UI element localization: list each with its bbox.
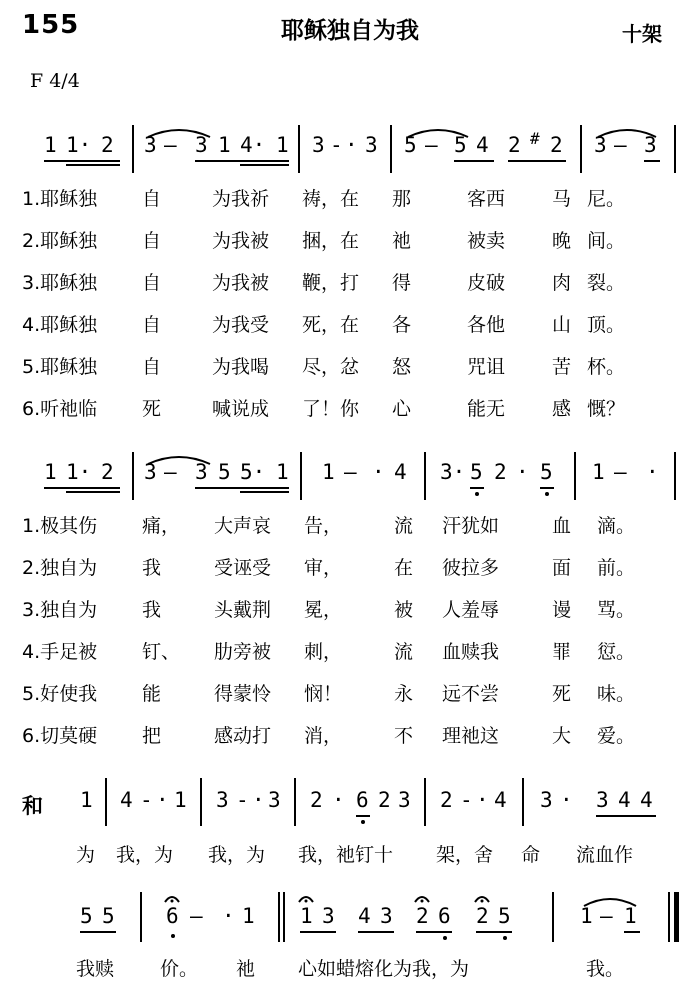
slur [596,127,658,139]
beam-underline [240,164,289,166]
note: 4 [394,460,407,484]
note: 3 [322,904,335,928]
lyric: 我，祂钉十 [298,844,394,866]
lyric: 6.听祂临 [22,398,98,420]
barline [552,892,554,942]
lyric: 愆。 [597,641,636,663]
note: 2 [101,460,114,484]
note: 3 [540,788,553,812]
lyric: 冕， [304,599,343,621]
note: 4 [494,788,507,812]
lyric: 那 [392,188,412,210]
lyric: 为我喝 [212,356,270,378]
lyric: 命 [521,844,541,866]
barline [140,892,142,942]
note: 2 [550,133,563,157]
barline [283,892,285,942]
note: - [140,788,153,812]
lyric: 3.独自为 [22,599,98,621]
lyric: 死，在 [302,314,360,336]
note: — [190,904,203,928]
beam-underline [356,815,370,817]
note: · [646,460,659,484]
barline [522,778,524,826]
lower-octave-dot [361,820,365,824]
lyric: 能 [142,683,162,705]
lyric: 罪 [552,641,572,663]
notation-row-1 [0,125,700,185]
note: 3 [144,133,157,157]
barline [132,125,134,173]
note: 3 [216,788,229,812]
beam-underline [300,931,336,933]
barline [424,778,426,826]
lyric: 自 [142,314,162,336]
beam-underline [195,160,289,162]
notation-row-2 [0,452,700,512]
note: — [614,460,627,484]
lyric: 悯！ [304,683,343,705]
lyric: 我赎 [76,958,115,980]
lyric: 把 [142,725,162,747]
lyric: 大 [552,725,572,747]
lyric: 刺， [304,641,343,663]
beam-underline [66,164,120,166]
barline [278,892,280,942]
note: - [330,133,343,157]
lyric: 感 [552,398,572,420]
lyric: 为 [76,844,96,866]
note: · [476,788,489,812]
lyric: 鞭，打 [302,272,360,294]
lyric: 尽，忿 [302,356,360,378]
note: 1 [580,904,593,928]
slur [146,454,212,466]
lyric: 我，为 [116,844,174,866]
note: 5 [404,133,417,157]
lyric: 远不尝 [442,683,500,705]
lyric: 4.耶稣独 [22,314,98,336]
lyric: 滴。 [597,515,636,537]
note: 1 [276,133,289,157]
note: 1· [66,133,92,157]
note: 4 [358,904,371,928]
note: 1 [624,904,637,928]
note: 1 [218,133,231,157]
lyric: 死 [142,398,162,420]
lower-octave-dot [545,492,549,496]
note: · [156,788,169,812]
lyric: 尼。 [587,188,626,210]
lyric: 审， [304,557,343,579]
lyric: 流 [394,641,414,663]
beam-underline [195,487,289,489]
note: 5 [540,460,553,484]
key-signature: F 4/4 [30,70,80,92]
beam-underline [44,487,120,489]
note: · [560,788,573,812]
beam-underline [240,491,289,493]
lyric: 汗犹如 [442,515,500,537]
chorus-notation-row-2 [0,892,700,952]
beam-underline [44,160,120,162]
lyric: 各 [392,314,412,336]
lyric: 为我受 [212,314,270,336]
note: · [516,460,529,484]
lyric: 我 [142,557,162,579]
beam-underline [476,931,512,933]
note: 2 [494,460,507,484]
fermata [414,894,430,904]
fermata [164,894,180,904]
barline [424,452,426,500]
note: · [372,460,385,484]
lyric: 理祂这 [442,725,500,747]
note: 6 [166,904,179,928]
beam-underline [66,491,120,493]
note: 2 [440,788,453,812]
beam-underline [80,931,116,933]
slur [582,896,638,908]
lyric: 怒 [392,356,412,378]
note: 3 [365,133,378,157]
lyric: 谩 [552,599,572,621]
barline [298,125,300,173]
lyric: 在 [394,557,414,579]
lyric: 祂 [392,230,412,252]
lyric: 永 [394,683,414,705]
lyric: 能无 [467,398,506,420]
note: 5 [80,904,93,928]
lyric: 感动打 [214,725,272,747]
note: 1 [44,133,57,157]
sharp-sign: # [530,129,540,148]
beam-underline [540,487,554,489]
lyric: 钉、 [142,641,181,663]
note: 3· [440,460,466,484]
beam-underline [624,931,640,933]
note: 3 [644,133,657,157]
barline [294,778,296,826]
slur [406,127,470,139]
lyric: 我 [142,599,162,621]
lyric: 3.耶稣独 [22,272,98,294]
final-barline [674,892,679,942]
note: 3 [312,133,325,157]
note: — [600,904,613,928]
lyric: 2.独自为 [22,557,98,579]
note: · [252,788,265,812]
lyric: 价。 [160,958,199,980]
note: 1 [322,460,335,484]
lyric: 自 [142,188,162,210]
lyric: 祂 [236,958,256,980]
note: 5 [454,133,467,157]
lyric: 大声哀 [214,515,272,537]
lyric: 味。 [597,683,636,705]
lyric: 客西 [467,188,506,210]
beam-underline [470,487,484,489]
note: 4 [618,788,631,812]
lyric: 不 [394,725,414,747]
lyric: 5.耶稣独 [22,356,98,378]
lower-octave-dot [503,936,507,940]
lyric: 流 [394,515,414,537]
beam-underline [358,931,394,933]
lyric: 得蒙怜 [214,683,272,705]
note: 2 [508,133,521,157]
beam-underline [596,815,656,817]
lyric: 咒诅 [467,356,506,378]
note: 5 [218,460,231,484]
note: 2 [310,788,323,812]
note: 1 [300,904,313,928]
note: 2 [378,788,391,812]
fermata [298,894,314,904]
lyric: 裂。 [587,272,626,294]
lyric: 4.手足被 [22,641,98,663]
lyric: 受诬受 [214,557,272,579]
note: 2 [101,133,114,157]
note: 5· [240,460,266,484]
note: 3 [268,788,281,812]
lyric: 顶。 [587,314,626,336]
lyric: 痛， [142,515,181,537]
note: - [460,788,473,812]
lyric: 肋旁被 [214,641,272,663]
lyric: 为我祈 [212,188,270,210]
beam-underline [644,160,660,162]
hymn-number: 155 [22,10,80,40]
note: 2 [476,904,489,928]
lyric: 慨？ [587,398,626,420]
note: 3 [195,460,208,484]
note: · [222,904,235,928]
lyric: 5.好使我 [22,683,98,705]
lyric: 山 [552,314,572,336]
note: · [332,788,345,812]
lyric: 架，舍 [436,844,494,866]
lyric: 流血作 [576,844,634,866]
lyric: 苦 [552,356,572,378]
note: 5 [102,904,115,928]
lyric: 为我被 [212,230,270,252]
beam-underline [508,160,566,162]
note: 1 [80,788,93,812]
note: — [344,460,357,484]
note: · [345,133,358,157]
barline [674,125,676,173]
lyric: 我。 [586,958,625,980]
lyric: 头戴荆 [214,599,272,621]
note: 5 [470,460,483,484]
note: 1· [66,460,92,484]
note: 3 [594,133,607,157]
note: 1 [276,460,289,484]
note: 1 [242,904,255,928]
barline [132,452,134,500]
hymn-title: 耶稣独自为我 [281,18,419,44]
lyric: 我，为 [208,844,266,866]
lower-octave-dot [171,934,175,938]
note: — [614,133,627,157]
note: 6 [356,788,369,812]
lower-octave-dot [443,936,447,940]
lyric: 自 [142,230,162,252]
lyric: 前。 [597,557,636,579]
chorus-label: 和 [22,794,43,818]
barline [105,778,107,826]
barline [200,778,202,826]
barline [300,452,302,500]
lyric: 心如蜡熔化为我，为 [298,958,470,980]
note: 3 [398,788,411,812]
lyric: 告， [304,515,343,537]
lyric: 血赎我 [442,641,500,663]
lyric: 1.极其伤 [22,515,98,537]
note: 4 [120,788,133,812]
lyric: 得 [392,272,412,294]
lyric: 晚 [552,230,572,252]
chorus-notation-row-1 [0,778,700,838]
barline [674,452,676,500]
beam-underline [416,931,452,933]
lyric: 祷，在 [302,188,360,210]
lower-octave-dot [475,492,479,496]
lyric: 面 [552,557,572,579]
lyric: 1.耶稣独 [22,188,98,210]
lyric: 各他 [467,314,506,336]
barline [668,892,670,942]
beam-underline [454,160,494,162]
barline [574,452,576,500]
lyric: 喊说成 [212,398,270,420]
lyric: 爱。 [597,725,636,747]
lyric: 6.切莫硬 [22,725,98,747]
lyric: 血 [552,515,572,537]
note: - [236,788,249,812]
lyric: 间。 [587,230,626,252]
note: 3 [195,133,208,157]
fermata [474,894,490,904]
note: — [164,460,177,484]
lyric: 人羞辱 [442,599,500,621]
note: 3 [596,788,609,812]
note: — [164,133,177,157]
lyric: 了！你 [302,398,360,420]
note: 6 [438,904,451,928]
lyric: 皮破 [467,272,506,294]
lyric: 彼拉多 [442,557,500,579]
barline [390,125,392,173]
lyric: 为我被 [212,272,270,294]
lyric: 捆，在 [302,230,360,252]
lyric: 被卖 [467,230,506,252]
lyric: 自 [142,356,162,378]
note: 3 [380,904,393,928]
note: — [425,133,438,157]
lyric: 马 [552,188,572,210]
slur [146,127,212,139]
lyric: 消， [304,725,343,747]
lyric: 自 [142,272,162,294]
lyric: 2.耶稣独 [22,230,98,252]
lyric: 骂。 [597,599,636,621]
lyric: 心 [392,398,412,420]
note: 2 [416,904,429,928]
hymn-category: 十架 [622,22,662,46]
lyric: 被 [394,599,414,621]
note: 4 [640,788,653,812]
barline [580,125,582,173]
note: 1 [44,460,57,484]
lyric: 死 [552,683,572,705]
note: 3 [144,460,157,484]
lyric: 肉 [552,272,572,294]
note: 5 [498,904,511,928]
note: 1 [174,788,187,812]
note: 4· [240,133,266,157]
lyric: 杯。 [587,356,626,378]
note: 4 [476,133,489,157]
note: 1 [592,460,605,484]
